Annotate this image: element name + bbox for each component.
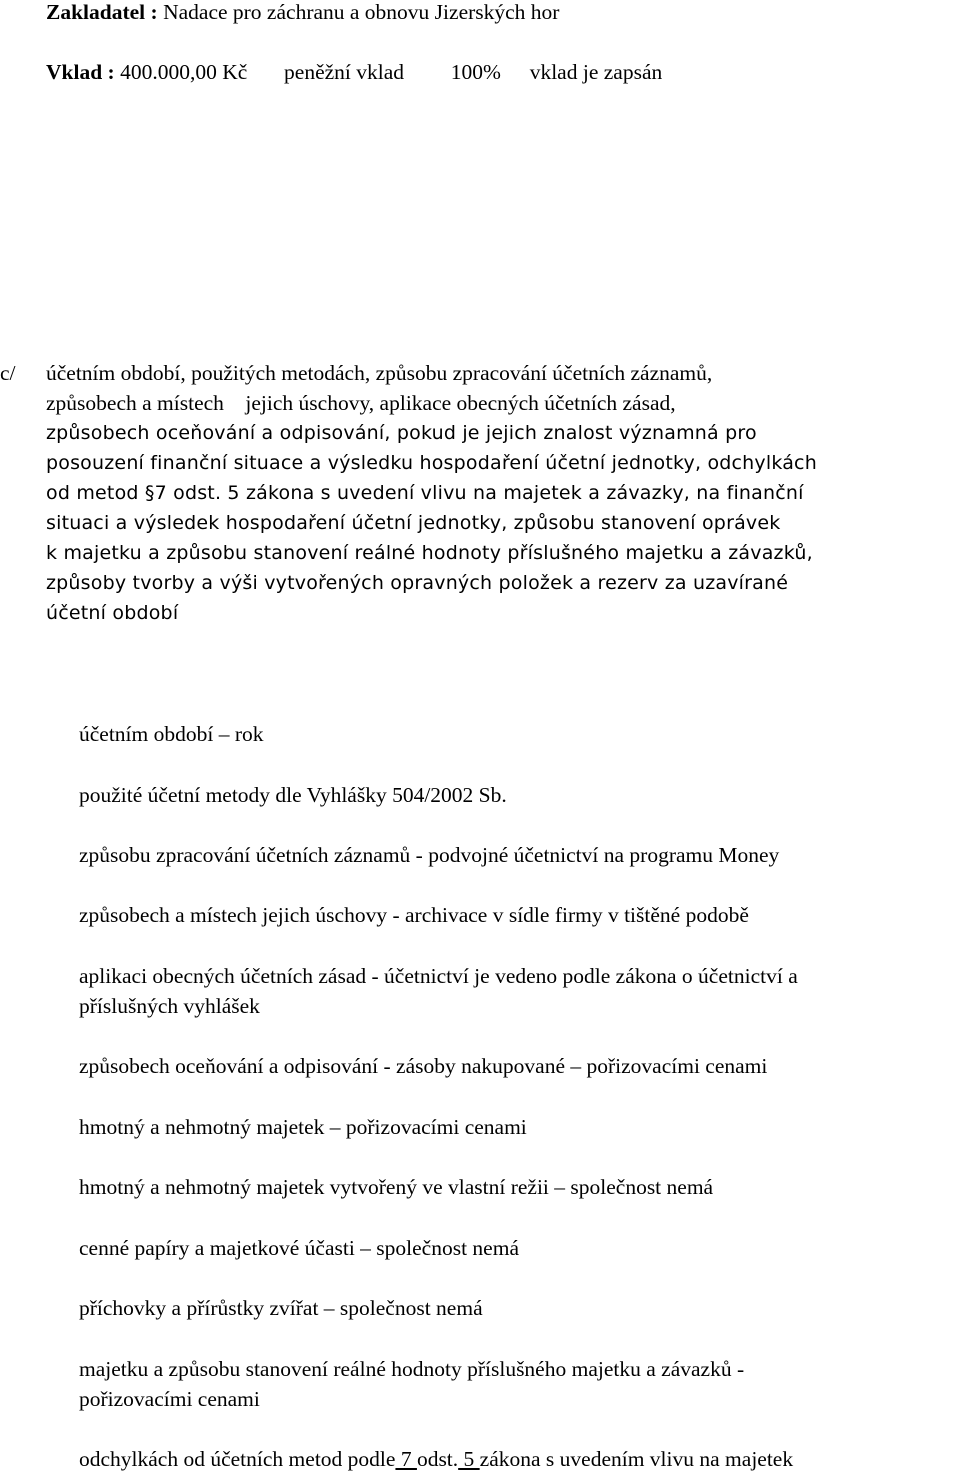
- deposit-percent: 100%: [450, 60, 501, 84]
- deposit-amount: 400.000,00 Kč: [120, 60, 248, 84]
- last-item-text: odst.: [416, 1447, 459, 1471]
- section-c-line: způsoby tvorby a výši vytvořených opravných položek a rezerv za uzavírané: [46, 572, 789, 594]
- section-c-line: situaci a výsledek hospodaření účetní jednotky, způsobu stanovení oprávek: [46, 512, 781, 534]
- section-c-line: od metod §7 odst. 5 zákona s uvedení vlivu na majetek a závazky, na finanční: [46, 482, 804, 504]
- law-section-link[interactable]: 7: [395, 1447, 417, 1471]
- section-c-paragraph: [46, 358, 960, 628]
- list-item: způsobech oceňování a odpisování - zásoby nakupované – pořizovacími cenami: [79, 1054, 768, 1078]
- deposit-status: vklad je zapsán: [529, 60, 663, 84]
- list-item: majetku a způsobu stanovení reálné hodnoty příslušného majetku a závazků -: [79, 1357, 745, 1381]
- list-item: hmotný a nehmotný majetek vytvořený ve vlastní režii – společnost nemá: [79, 1175, 714, 1199]
- deposit-line: [46, 57, 662, 87]
- list-item-last: [79, 1444, 793, 1474]
- list-item: hmotný a nehmotný majetek – pořizovacími cenami: [79, 1115, 527, 1139]
- list-item: aplikaci obecných účetních zásad - účetnictví je vedeno podle zákona o účetnictví a: [79, 964, 798, 988]
- list-item: způsobu zpracování účetních záznamů - podvojné účetnictví na programu Money: [79, 843, 780, 867]
- list-item: cenné papíry a majetkové účasti – společnost nemá: [79, 1236, 519, 1260]
- list-item: účetním období – rok: [79, 722, 264, 746]
- section-c-line: účetním období, použitých metodách, způsobu zpracování účetních záznamů,: [46, 361, 713, 385]
- section-c-line: účetní období: [46, 602, 179, 624]
- list-item-continuation: příslušných vyhlášek: [79, 994, 260, 1018]
- last-item-text: odchylkách od účetních metod podle: [79, 1447, 396, 1471]
- section-c-line: posouzení finanční situace a výsledku hospodaření účetní jednotky, odchylkách: [46, 452, 817, 474]
- list-item: způsobech a místech jejich úschovy - archivace v sídle firmy v tištěné podobě: [79, 903, 749, 927]
- last-item-text: zákona s uvedením vlivu na majetek: [479, 1447, 794, 1471]
- section-c-line: způsobech a místech jejich úschovy, aplikace obecných účetních zásad,: [46, 391, 676, 415]
- deposit-label: Vklad :: [46, 60, 115, 84]
- section-marker: c/: [0, 361, 16, 385]
- list-item: příchovky a přírůstky zvířat – společnost nemá: [79, 1296, 483, 1320]
- law-paragraph-link[interactable]: 5: [458, 1447, 480, 1471]
- section-c-line: způsobech oceňování a odpisování, pokud je jejich znalost významná pro: [46, 422, 757, 444]
- founder-line: [46, 0, 559, 27]
- list-item: použité účetní metody dle Vyhlášky 504/2002 Sb.: [79, 783, 507, 807]
- founder-value: Nadace pro záchranu a obnovu Jizerských hor: [163, 0, 560, 24]
- list-item-continuation: pořizovacími cenami: [79, 1387, 260, 1411]
- section-c-line: k majetku a způsobu stanovení reálné hodnoty příslušného majetku a závazků,: [46, 542, 813, 564]
- founder-label: Zakladatel :: [46, 0, 158, 24]
- deposit-type: peněžní vklad: [284, 60, 405, 84]
